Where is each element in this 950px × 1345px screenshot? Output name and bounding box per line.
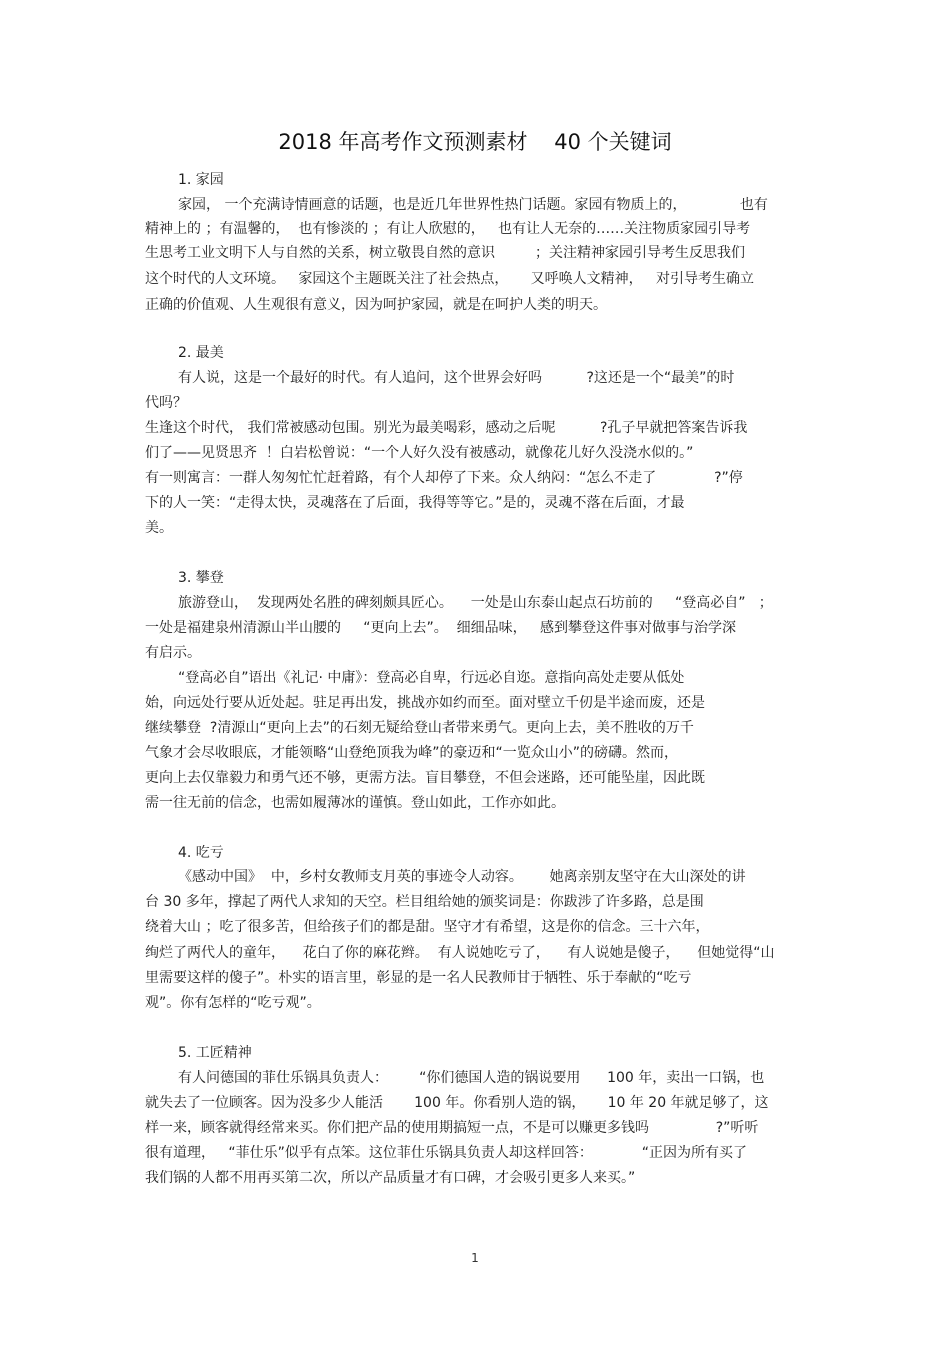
paragraph-line: 有人说，这是一个最好的时代。有人追问，这个世界会好吗 ?这还是一个“最美”的时	[178, 370, 735, 386]
section-heading-most-beautiful: 2. 最美	[178, 345, 224, 361]
paragraph-line: 生逢这个时代， 我们常被感动包围。别光为最美喝彩，感动之后呢 ?孔子早就把答案告诉我	[145, 420, 748, 436]
paragraph-line: 《感动中国》 中，乡村女教师支月英的事迹令人动容。 她离亲别友坚守在大山深处的讲	[178, 869, 746, 885]
paragraph-line: 有一则寓言：一群人匆匆忙忙赶着路，有个人却停了下来。众人纳闷：“怎么不走了 ?”停	[145, 470, 743, 486]
paragraph-line: 更向上去仅靠毅力和勇气还不够，更需方法。盲目攀登，不但会迷路，还可能坠崖，因此既	[145, 770, 705, 786]
paragraph-line: 家园， 一个充满诗情画意的话题，也是近几年世界性热门话题。家园有物质上的， 也有	[178, 197, 768, 213]
paragraph-line: 样一来，顾客就得经常来买。你们把产品的使用期搞短一点，不是可以赚更多钱吗 ?”听听	[145, 1120, 759, 1136]
paragraph-line: 有启示。	[145, 645, 201, 661]
section-heading-climbing: 3. 攀登	[178, 570, 224, 586]
paragraph-line: 绚烂了两代人的童年， 花白了你的麻花辫。 有人说她吃亏了， 有人说她是傻子， 但她觉得“山	[145, 945, 775, 961]
paragraph-line: 们了——见贤思齐 ！白岩松曾说：“一个人好久没有被感动，就像花儿好久没浇水似的。”	[145, 445, 694, 461]
paragraph-line: 一处是福建泉州清源山半山腰的 “更向上去”。 细细品味， 感到攀登这件事对做事与治学深	[145, 620, 737, 636]
paragraph-line: 观”。你有怎样的“吃亏观”。	[145, 995, 321, 1011]
paragraph-line: 台 30 多年，撑起了两代人求知的天空。栏目组给她的颁奖词是：你跋涉了许多路，总是围	[145, 894, 704, 910]
paragraph-line: 绕着大山 ；吃了很多苦，但给孩子们的都是甜。坚守才有希望，这是你的信念。三十六年，	[145, 919, 710, 935]
paragraph-line: “登高必自”语出《礼记· 中庸》：登高必自卑，行远必自迩。意指向高处走要从低处	[178, 670, 685, 686]
paragraph-line: 代吗？	[145, 395, 187, 411]
paragraph-line: 生思考工业文明下人与自然的关系，树立敬畏自然的意识 ；关注精神家园引导考生反思我们	[145, 245, 746, 261]
paragraph-line: 里需要这样的傻子”。朴实的语言里，彰显的是一名人民教师甘于牺牲、乐于奉献的“吃亏	[145, 970, 692, 986]
paragraph-line: 旅游登山， 发现两处名胜的碑刻颇具匠心。 一处是山东泰山起点石坊前的 “登高必自” ；	[178, 595, 773, 611]
page-title: 2018 年高考作文预测素材 40 个关键词	[278, 130, 672, 154]
paragraph-line: 气象才会尽收眼底，才能领略“山登绝顶我为峰”的豪迈和“一览众山小”的磅礴。然而，	[145, 745, 679, 761]
paragraph-line: 很有道理， “菲仕乐”似乎有点笨。这位菲仕乐锅具负责人却这样回答： “正因为所有买了	[145, 1145, 748, 1161]
paragraph-line: 就失去了一位顾客。因为没多少人能活 100 年。你看别人造的锅， 10 年 20 年就足够了，这	[145, 1095, 769, 1111]
paragraph-line: 我们锅的人都不用再买第二次，所以产品质量才有口碑，才会吸引更多人来买。”	[145, 1170, 636, 1186]
paragraph-line: 正确的价值观、人生观很有意义，因为呵护家园，就是在呵护人类的明天。	[145, 297, 607, 313]
paragraph-line: 这个时代的人文环境。 家园这个主题既关注了社会热点， 又呼唤人文精神， 对引导考生确立	[145, 271, 754, 287]
paragraph-line: 需一往无前的信念，也需如履薄冰的谨慎。登山如此，工作亦如此。	[145, 795, 565, 811]
paragraph-line: 继续攀登 ?清源山“更向上去”的石刻无疑给登山者带来勇气。更向上去，美不胜收的万千	[145, 720, 694, 736]
section-heading-suffering-loss: 4. 吃亏	[178, 845, 224, 861]
paragraph-line: 有人问德国的菲仕乐锅具负责人： “你们德国人造的锅说要用 100 年，卖出一口锅，也	[178, 1070, 765, 1086]
paragraph-line: 下的人一笑：“走得太快，灵魂落在了后面，我得等等它。”是的，灵魂不落在后面，才最	[145, 495, 685, 511]
section-heading-craftsmanship: 5. 工匠精神	[178, 1045, 252, 1061]
page-number: 1	[471, 1251, 479, 1265]
paragraph-line: 精神上的 ；有温馨的， 也有惨淡的 ；有让人欣慰的， 也有让人无奈的……关注物质家园引导考	[145, 221, 751, 237]
paragraph-line: 始，向远处行要从近处起。驻足再出发，挑战亦如约而至。面对壁立千仞是半途而废，还是	[145, 695, 705, 711]
paragraph-line: 美。	[145, 520, 173, 536]
section-heading-home: 1. 家园	[178, 172, 224, 188]
